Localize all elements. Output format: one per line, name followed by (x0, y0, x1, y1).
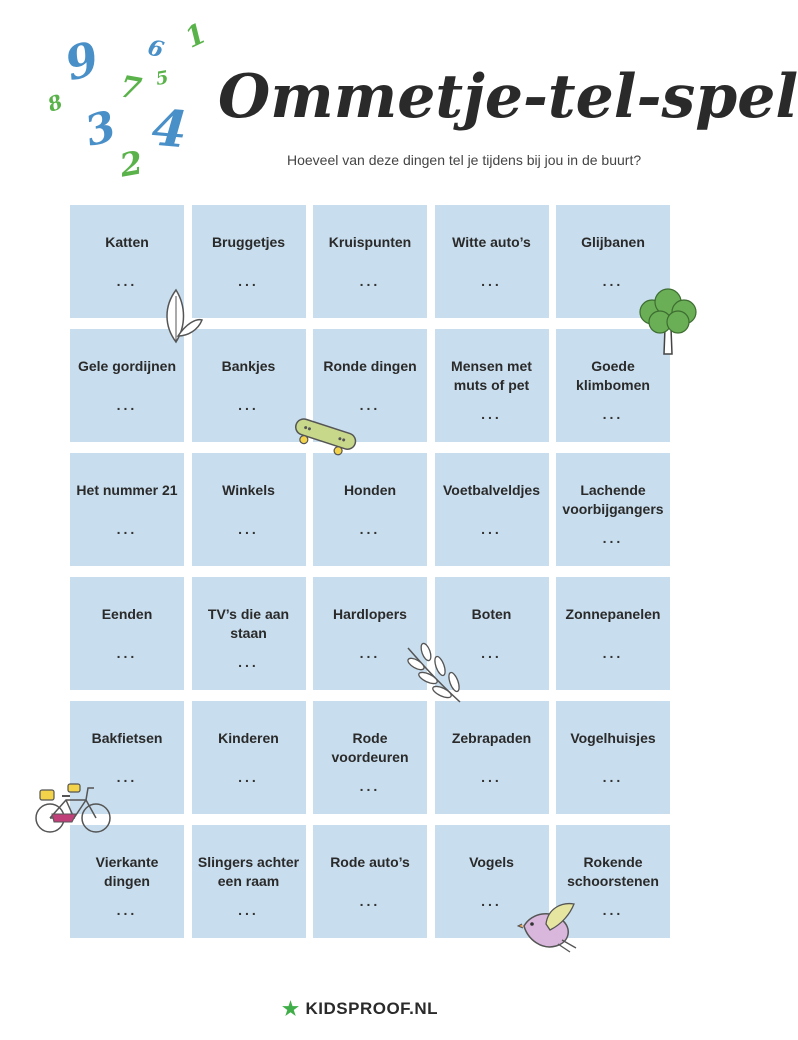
grid-cell (192, 329, 306, 442)
grid-cell (556, 701, 670, 814)
cell-label: Bakfietsen (91, 730, 163, 746)
cell-label: Het nummer 21 (76, 482, 178, 498)
count-blank: ... (481, 645, 502, 661)
count-blank: ... (238, 654, 259, 670)
cell-label: Vogels (469, 854, 514, 870)
count-blank: ... (481, 521, 502, 537)
count-blank: ... (481, 273, 502, 289)
count-blank: ... (359, 778, 381, 794)
number-6-decoration: 6 (144, 34, 167, 64)
count-blank: ... (238, 769, 259, 785)
number-9-decoration: 9 (59, 30, 105, 92)
cell-label: TV’s die aan staan (207, 606, 290, 641)
grid-cell (313, 453, 427, 566)
cell-label: Winkels (222, 482, 275, 498)
cell-label: Hardlopers (333, 606, 407, 622)
cell-label: Boten (471, 606, 512, 622)
tree-icon (638, 288, 698, 358)
number-8-decoration: 8 (44, 89, 66, 117)
cell-label: Rokende schoorstenen (567, 854, 659, 889)
count-blank: ... (602, 273, 624, 289)
grid-cell (192, 205, 306, 318)
cell-label: Ronde dingen (323, 358, 417, 374)
cell-label: Zebrapaden (451, 730, 532, 746)
count-blank: ... (481, 406, 502, 422)
cell-label: Witte auto’s (452, 234, 531, 250)
page-subtitle: Hoeveel van deze dingen tel je tijdens bij jou in de buurt? (287, 152, 642, 168)
cell-label: Rode auto’s (330, 854, 410, 870)
skateboard-icon (290, 414, 360, 458)
grid-cell (192, 453, 306, 566)
cell-label: Eenden (101, 606, 153, 622)
cell-label: Gele gordijnen (77, 358, 176, 374)
count-blank: ... (602, 902, 624, 918)
count-blank: ... (359, 397, 381, 413)
grid-cell (313, 701, 427, 814)
count-blank: ... (602, 530, 624, 546)
count-blank: ... (238, 902, 259, 918)
cell-label: Kinderen (218, 730, 279, 746)
count-blank: ... (602, 406, 624, 422)
leaf-icon (156, 286, 206, 346)
bicycle-icon (32, 778, 116, 838)
cell-label: Bankjes (221, 358, 276, 374)
count-blank: ... (116, 273, 138, 289)
cell-label: Zonnepanelen (565, 606, 661, 622)
cell-label: Bruggetjes (211, 234, 286, 250)
count-blank: ... (359, 645, 381, 661)
cell-label: Rode voordeuren (331, 730, 409, 765)
cell-label: Goede klimbomen (576, 358, 650, 393)
cell-label: Voetbalveldjes (442, 482, 540, 498)
grid-cell (192, 577, 306, 690)
number-1-decoration: 1 (179, 16, 212, 55)
footer-brand (0, 998, 720, 1021)
count-blank: ... (116, 521, 138, 537)
grid-cell (556, 577, 670, 690)
cell-label: Vierkante dingen (95, 854, 159, 889)
cell-label: Kruispunten (328, 234, 412, 250)
grid-cell (70, 453, 184, 566)
number-4-decoration: 4 (149, 97, 190, 160)
grid-cell (435, 205, 549, 318)
count-blank: ... (359, 273, 381, 289)
count-blank: ... (359, 521, 381, 537)
count-blank: ... (238, 397, 259, 413)
number-5-decoration: 5 (154, 67, 171, 90)
cell-label: Honden (343, 482, 397, 498)
grid-cell (192, 701, 306, 814)
number-7-decoration: 7 (117, 69, 144, 108)
page-title: Ommetje-tel-spel (218, 62, 798, 132)
grid-cell (435, 701, 549, 814)
cell-label: Katten (105, 234, 149, 250)
count-blank: ... (481, 893, 502, 909)
star-icon: ★ (281, 999, 300, 1020)
grid-cell (556, 453, 670, 566)
grid-cell (313, 825, 427, 938)
count-blank: ... (238, 273, 259, 289)
count-blank: ... (359, 893, 381, 909)
grid-cell (70, 825, 184, 938)
count-blank: ... (602, 645, 624, 661)
count-blank: ... (602, 769, 624, 785)
bird-icon (518, 900, 580, 952)
count-blank: ... (481, 769, 502, 785)
grid-cell (435, 453, 549, 566)
count-blank: ... (238, 521, 259, 537)
number-3-decoration: 3 (80, 101, 121, 156)
count-blank: ... (116, 397, 138, 413)
number-2-decoration: 2 (116, 143, 146, 185)
cell-label: Mensen met muts of pet (451, 358, 532, 393)
grid-cell (192, 825, 306, 938)
count-blank: ... (116, 769, 138, 785)
count-blank: ... (116, 902, 138, 918)
cell-label: Vogelhuisjes (570, 730, 656, 746)
grid-cell (313, 205, 427, 318)
cell-label: Lachende voorbijgangers (562, 482, 664, 517)
cell-label: Slingers achter een raam (197, 854, 300, 889)
grid-cell (70, 577, 184, 690)
grid-cell (435, 329, 549, 442)
branch-icon (402, 642, 466, 706)
brand-text: KIDSPROOF.NL (305, 999, 439, 1018)
count-blank: ... (116, 645, 138, 661)
cell-label: Glijbanen (581, 234, 645, 250)
